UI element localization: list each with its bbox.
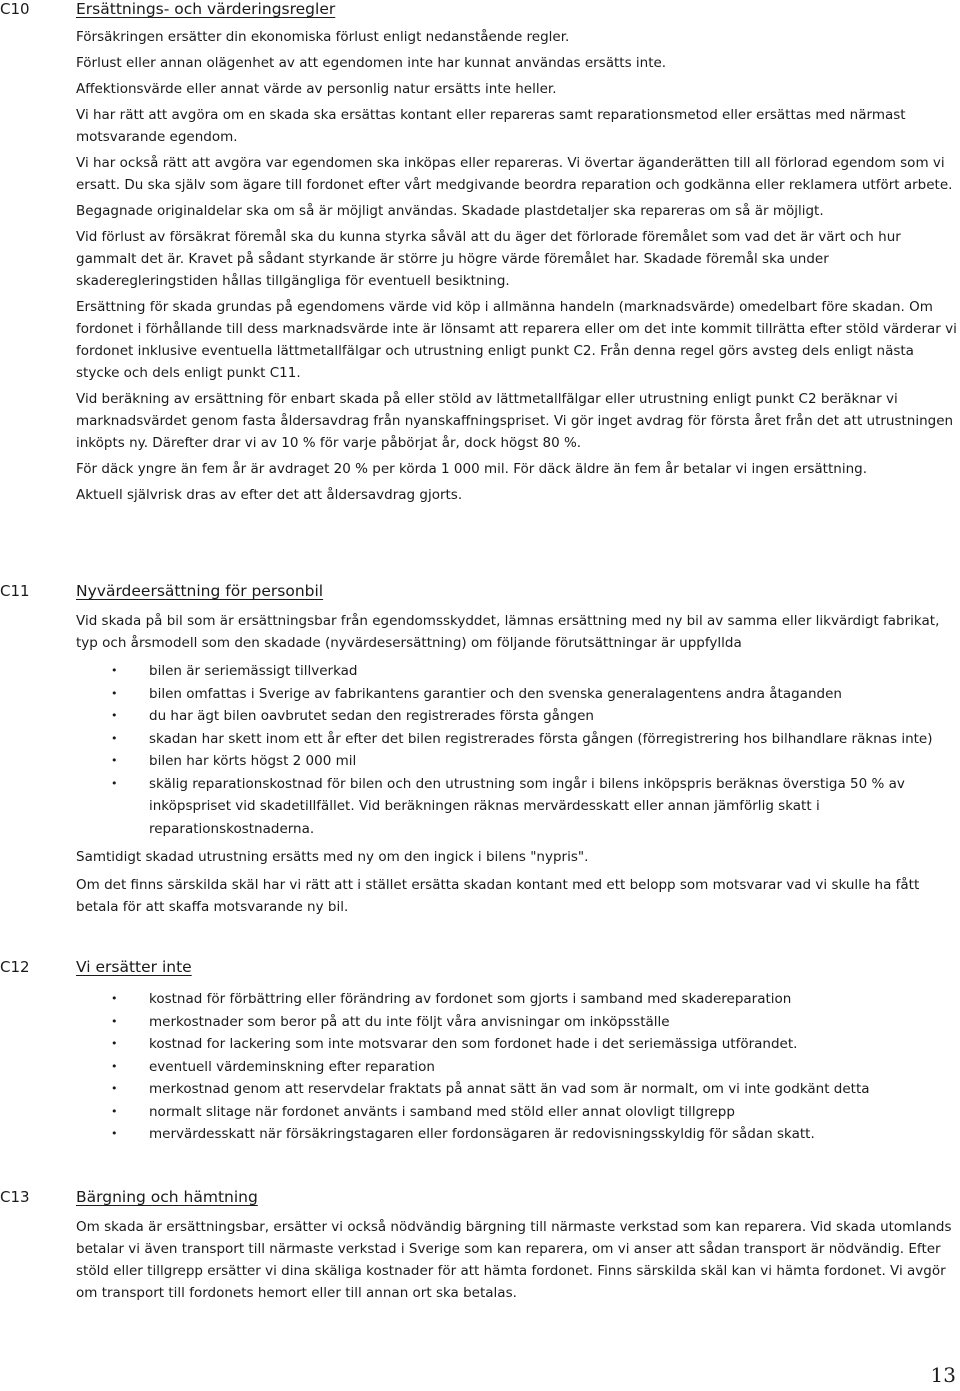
bullet-icon: • [111, 754, 118, 767]
list-item-text: bilen har körts högst 2 000 mil [149, 753, 357, 769]
list-item [76, 750, 958, 773]
paragraph: Om det finns särskilda skäl har vi rätt att i stället ersätta skadan kontant med ett belopp som motsvarar vad vi skulle ha fått betala för att skaffa motsvarande ny bil. [76, 877, 920, 915]
paragraph: Vi har också rätt att avgöra var egendomen ska inköpas eller repareras. Vi övertar äganderätten till all förlorad egendom som vi ersatt. Du ska själv som ägare till fordonet efter vårt medgivande beordra reparation och godkänna eller reklamera utfört arbete. [76, 155, 953, 193]
bullet-icon: • [111, 664, 118, 677]
paragraph: Vid förlust av försäkrat föremål ska du kunna styrka såväl att du äger det förlorade föremålet som vad det är värt och hur gammalt det är. Kravet på sådant styrkande är större ju högre värde föremålet har. Skadade föremål ska under skaderegleringstiden hållas tillgängliga för eventuell besiktning. [76, 229, 901, 289]
list-item-text: merkostnader som beror på att du inte följt våra anvisningar om inköpsställe [149, 1013, 670, 1030]
page-number: 13 [930, 1363, 956, 1387]
section-heading: Bärgning och hämtning [76, 1188, 258, 1206]
paragraph: Vid beräkning av ersättning för enbart skada på eller stöld av lättmetallfälgar eller utrustning enligt punkt C2 beräknar vi marknadsvärdet genom fasta åldersavdrag från nyanskaffningspriset. Vi gör inget avdrag för första året från det att utrustningen inköpts ny. Därefter drar vi av 10 % för varje påbörjat år, dock högst 80 %. [76, 391, 954, 451]
list-item [76, 728, 958, 751]
bullet-icon: • [111, 1082, 118, 1095]
list-item-text: bilen är seriemässigt tillverkad [149, 663, 358, 679]
list-item-text: eventuell värdeminskning efter reparation [149, 1058, 435, 1075]
paragraph: Förlust eller annan olägenhet av att egendomen inte har kunnat användas ersätts inte. [76, 55, 667, 71]
section-body [76, 1216, 958, 1310]
list-item-text: mervärdesskatt när försäkringstagaren eller fordonsägaren är redovisningsskyldig för sådan skatt. [149, 1126, 815, 1142]
section-body [76, 26, 958, 510]
paragraph: Samtidigt skadad utrustning ersätts med ny om den ingick i bilens "nypris". [76, 849, 589, 865]
section-code: C10 [0, 0, 30, 18]
list-item [76, 660, 958, 683]
section-code: C11 [0, 582, 30, 600]
paragraph: Om skada är ersättningsbar, ersätter vi också nödvändig bärgning till närmaste verkstad som kan reparera. Vid skada utomlands betalar vi även transport till närmaste verkstad i Sverige som kan reparera, om vi anser att sådan transport är nödvändig. Efter stöld eller tillgrepp ersätter vi dina skäliga kostnader för att hämta fordonet. Finns särskilda skäl kan vi hämta fordonet. Vi avgör om transport till fordonets hemort eller till annan ort ska betalas. [76, 1219, 952, 1301]
paragraph: Vi har rätt att avgöra om en skada ska ersättas kontant eller repareras samt reparationsmetod eller ersättas med närmast motsvarande egendom. [76, 107, 906, 145]
bullet-icon: • [111, 1059, 118, 1073]
section-heading: Vi ersätter inte [76, 958, 192, 976]
list-item [76, 683, 958, 706]
list-item-text: kostnad för förbättring eller förändring av fordonet som gjorts i samband med skadereparation [149, 991, 792, 1007]
paragraph: Vid skada på bil som är ersättningsbar från egendomsskyddet, lämnas ersättning med ny bil av samma eller likvärdigt fabrikat, typ och årsmodell som den skadade (nyvärdesersättning) om följande förutsättningar är uppfyllda [76, 613, 940, 651]
bullet-icon: • [111, 1037, 118, 1050]
list-item-text: skälig reparationskostnad för bilen och den utrustning som ingår i bilens inköpspris beräknas överstiga 50 % av inköpspriset vid skadetillfället. Vid beräkningen räknas mervärdesskatt eller annan jämförlig skatt i reparationskostnaderna. [149, 775, 905, 837]
bullet-icon: • [111, 1014, 118, 1028]
bullet-icon: • [111, 731, 118, 745]
list-item-text: kostnad for lackering som inte motsvarar den som fordonet hade i det seriemässiga utförandet. [149, 1036, 798, 1052]
bullet-list [76, 660, 958, 840]
paragraph: Ersättning för skada grundas på egendomens värde vid köp i allmänna handeln (marknadsvärde) omedelbart före skadan. Om fordonet i förhållande till dess marknadsvärde inte är lönsamt att reparera eller om det inte kommit tillrätta efter stöld värderar vi fordonet inklusive eventuella lättmetallfälgar och utrustning enligt punkt C2. Från denna regel görs avsteg dels enligt nästa stycke och dels enligt punkt C11. [76, 299, 957, 381]
bullet-icon: • [111, 686, 118, 700]
list-item-text: merkostnad genom att reservdelar fraktats på annat sätt än vad som är normalt, om vi inte godkänt detta [149, 1081, 870, 1097]
list-item [76, 1078, 958, 1101]
list-item [76, 773, 958, 841]
list-item [76, 1101, 958, 1124]
paragraph: För däck yngre än fem år är avdraget 20 % per körda 1 000 mil. För däck äldre än fem år betalar vi ingen ersättning. [76, 461, 867, 477]
bullet-icon: • [111, 776, 118, 790]
section-code: C12 [0, 958, 30, 976]
section-code: C13 [0, 1188, 30, 1206]
list-item [76, 1123, 958, 1146]
list-item [76, 705, 958, 728]
paragraph: Försäkringen ersätter din ekonomiska förlust enligt nedanstående regler. [76, 29, 570, 45]
bullet-icon: • [111, 709, 118, 722]
section-heading: Nyvärdeersättning för personbil [76, 582, 324, 600]
list-item [76, 1056, 958, 1079]
list-item [76, 1011, 958, 1034]
bullet-icon: • [111, 1104, 118, 1118]
bullet-icon: • [111, 992, 118, 1005]
section-body [76, 610, 958, 924]
list-item-text: skadan har skett inom ett år efter det bilen registrerades första gången (förregistrering hos bilhandlare räknas inte) [149, 730, 933, 747]
bullet-list [76, 988, 958, 1146]
paragraph: Aktuell självrisk dras av efter det att åldersavdrag gjorts. [76, 487, 463, 503]
list-item-text: normalt slitage när fordonet använts i samband med stöld eller annat olovligt tillgrepp [149, 1103, 735, 1120]
list-item [76, 1033, 958, 1056]
section-heading: Ersättnings- och värderingsregler [76, 0, 336, 18]
paragraph: Affektionsvärde eller annat värde av personlig natur ersätts inte heller. [76, 81, 557, 97]
list-item-text: du har ägt bilen oavbrutet sedan den registrerades första gången [149, 708, 594, 724]
list-item [76, 988, 958, 1011]
paragraph: Begagnade originaldelar ska om så är möjligt användas. Skadade plastdetaljer ska repareras om så är möjligt. [76, 203, 824, 219]
list-item-text: bilen omfattas i Sverige av fabrikantens garantier och den svenska generalagentens andra åtaganden [149, 685, 842, 702]
section-body [76, 984, 958, 1152]
bullet-icon: • [111, 1127, 118, 1140]
